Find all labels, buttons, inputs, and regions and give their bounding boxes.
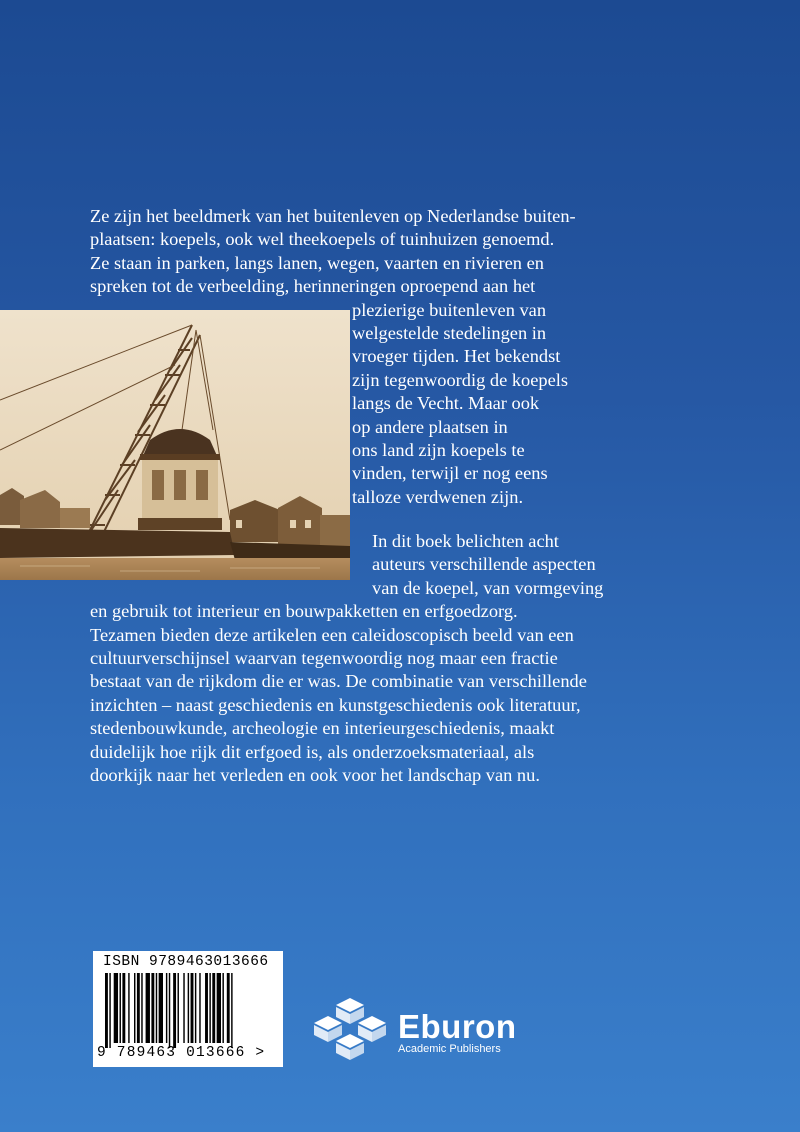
barcode-bar: [209, 973, 210, 1043]
barcode-bar: [120, 973, 121, 1043]
publisher-tagline: Academic Publishers: [398, 1043, 501, 1055]
text-line: langs de Vecht. Maar ook: [352, 393, 540, 414]
barcode-bar: [222, 973, 223, 1043]
barcode-bar: [178, 973, 179, 1043]
text-line: In dit boek belichten acht: [372, 531, 559, 551]
barcode-bar: [227, 973, 230, 1043]
barcode-bar: [195, 973, 196, 1043]
barcode-bar: [169, 973, 170, 1048]
text-line: spreken tot de verbeelding, herinneringen oproepend aan het: [90, 276, 536, 297]
text-line: duidelijk hoe rijk dit erfgoed is, als onderzoeksmateriaal, als: [90, 741, 535, 762]
barcode-bar: [188, 973, 189, 1043]
isbn-digits: 9 789463 013666 >: [97, 1045, 266, 1061]
text-line: stedenbouwkunde, archeologie en interieurgeschiedenis, maakt: [90, 718, 555, 739]
text-line: zijn tegenwoordig de koepels: [352, 369, 569, 390]
barcode-bar: [159, 973, 163, 1043]
barcode-bar: [146, 973, 150, 1043]
barcode-bar: [137, 973, 140, 1043]
barcode-bar: [114, 973, 118, 1043]
barcode-icon: [105, 973, 275, 1048]
barcode-bar: [134, 973, 135, 1043]
text-line: Ze zijn het beeldmerk van het buitenleven op Nederlandse buiten-: [90, 206, 576, 226]
barcode-bar: [183, 973, 184, 1043]
text-line: welgestelde stedelingen in: [352, 323, 547, 344]
barcode-bar: [156, 973, 157, 1043]
intro-paragraph: [90, 205, 576, 509]
body-paragraph: [90, 530, 603, 787]
text-line: cultuurverschijnsel waarvan tegenwoordig nog maar een fractie: [90, 648, 558, 669]
text-line: van de koepel, van vormgeving: [372, 577, 604, 598]
barcode-bar: [212, 973, 215, 1043]
barcode-bar: [173, 973, 176, 1048]
barcode-bar: [109, 973, 110, 1048]
text-line: plaatsen: koepels, ook wel theekoepels of tuinhuizen genoemd.: [90, 229, 555, 250]
barcode-bar: [205, 973, 208, 1043]
text-line: auteurs verschillende aspecten: [372, 554, 596, 575]
publisher-name: Eburon: [398, 1008, 517, 1045]
barcode-bar: [122, 973, 125, 1043]
text-line: en gebruik tot interieur en bouwpakketten en erfgoedzorg.: [90, 601, 518, 622]
text-line: ons land zijn koepels te: [352, 440, 525, 461]
text-line: inzichten – naast geschiedenis en kunstgeschiedenis ook literatuur,: [90, 694, 581, 715]
eburon-logo-icon: [312, 996, 388, 1062]
barcode-bar: [199, 973, 200, 1043]
text-line: plezierige buitenleven van: [352, 299, 547, 320]
barcode-bar: [217, 973, 221, 1043]
barcode-bar: [151, 973, 154, 1043]
barcode-bar: [166, 973, 167, 1043]
barcode-bar: [105, 973, 108, 1048]
text-line: vinden, terwijl er nog eens: [352, 463, 548, 484]
text-line: doorkijk naar het verleden en ook voor het landschap van nu.: [90, 765, 540, 786]
text-line: talloze verdwenen zijn.: [352, 486, 524, 507]
isbn-label: ISBN 9789463013666: [103, 954, 269, 970]
barcode-bar: [128, 973, 129, 1043]
text-line: vroeger tijden. Het bekendst: [352, 346, 561, 367]
barcode-bar: [141, 973, 142, 1043]
barcode-bar: [191, 973, 194, 1043]
text-line: bestaat van de rijkdom die er was. De combinatie van verschillende: [90, 671, 587, 692]
barcode-bar: [231, 973, 232, 1048]
text-line: Tezamen bieden deze artikelen een caleidoscopisch beeld van een: [90, 624, 574, 645]
text-line: op andere plaatsen in: [352, 416, 508, 437]
text-line: Ze staan in parken, langs lanen, wegen, vaarten en rivieren en: [90, 252, 544, 273]
isbn-barcode-box: [93, 951, 283, 1067]
